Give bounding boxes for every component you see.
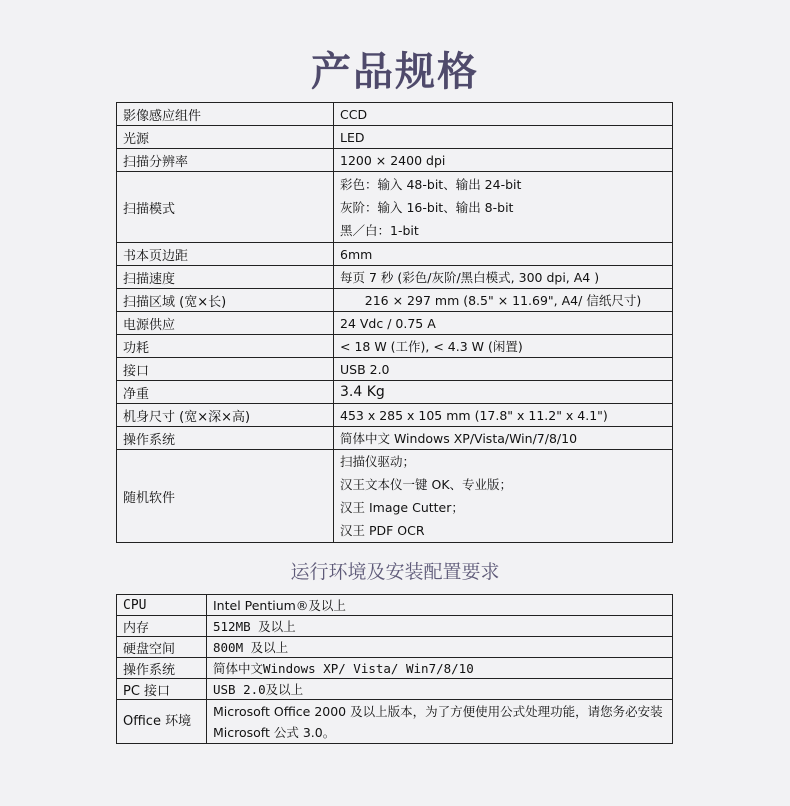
spec-key: 书本页边距 bbox=[117, 243, 334, 266]
spec-value: USB 2.0 bbox=[334, 358, 673, 381]
table-row bbox=[117, 427, 673, 450]
requirements-table bbox=[116, 594, 673, 744]
table-row bbox=[117, 312, 673, 335]
spec-table bbox=[116, 102, 673, 543]
spec-line: 彩色：输入 48-bit、输出 24-bit bbox=[340, 176, 522, 192]
spec-value bbox=[334, 172, 673, 243]
req-key: 硬盘空间 bbox=[117, 637, 207, 658]
req-value: 512MB 及以上 bbox=[207, 616, 673, 637]
req-value: USB 2.0及以上 bbox=[207, 679, 673, 700]
spec-key: 扫描区域 (宽×长) bbox=[117, 289, 334, 312]
spec-line: 扫描仪驱动； bbox=[340, 454, 416, 469]
spec-value bbox=[334, 450, 673, 543]
spec-value: LED bbox=[334, 126, 673, 149]
spec-key: 扫描模式 bbox=[117, 172, 334, 243]
spec-line: 汉王 PDF OCR bbox=[340, 523, 425, 538]
table-row bbox=[117, 289, 673, 312]
table-row bbox=[117, 381, 673, 404]
table-row bbox=[117, 103, 673, 126]
table-row bbox=[117, 450, 673, 543]
req-key: CPU bbox=[117, 595, 207, 616]
spec-value: 24 Vdc / 0.75 A bbox=[334, 312, 673, 335]
req-key: 内存 bbox=[117, 616, 207, 637]
spec-line: 汉王文本仪一键 OK、专业版； bbox=[340, 477, 513, 492]
spec-key: 随机软件 bbox=[117, 450, 334, 543]
page-title: 产品规格 bbox=[311, 49, 479, 95]
table-row bbox=[117, 335, 673, 358]
table-row bbox=[117, 149, 673, 172]
spec-key: 机身尺寸 (宽×深×高) bbox=[117, 404, 334, 427]
spec-key: 净重 bbox=[117, 381, 334, 404]
table-row bbox=[117, 404, 673, 427]
spec-value: 453 x 285 x 105 mm (17.8" x 11.2" x 4.1") bbox=[334, 404, 673, 427]
spec-line: 汉王 Image Cutter； bbox=[340, 500, 464, 515]
spec-key: 接口 bbox=[117, 358, 334, 381]
spec-key: 影像感应组件 bbox=[117, 103, 334, 126]
spec-key: 光源 bbox=[117, 126, 334, 149]
spec-line: 黑／白：1-bit bbox=[340, 222, 419, 238]
req-value: Intel Pentium®及以上 bbox=[207, 595, 673, 616]
table-row bbox=[117, 595, 673, 616]
spec-key: 扫描分辨率 bbox=[117, 149, 334, 172]
spec-value: 简体中文 Windows XP/Vista/Win/7/8/10 bbox=[334, 427, 673, 450]
spec-key: 操作系统 bbox=[117, 427, 334, 450]
table-row bbox=[117, 637, 673, 658]
table-row bbox=[117, 616, 673, 637]
spec-key: 扫描速度 bbox=[117, 266, 334, 289]
spec-value: 每页 7 秒 (彩色/灰阶/黑白模式, 300 dpi, A4 ) bbox=[334, 266, 673, 289]
req-value: Microsoft Office 2000 及以上版本，为了方便使用公式处理功能，请您务必安装 Microsoft 公式 3.0。 bbox=[207, 700, 673, 744]
table-row bbox=[117, 358, 673, 381]
table-row bbox=[117, 172, 673, 243]
spec-value: 3.4 Kg bbox=[334, 381, 673, 404]
req-key: Office 环境 bbox=[117, 700, 207, 744]
table-row bbox=[117, 679, 673, 700]
spec-value: 1200 × 2400 dpi bbox=[334, 149, 673, 172]
table-row bbox=[117, 243, 673, 266]
requirements-title: 运行环境及安装配置要求 bbox=[290, 561, 500, 583]
spec-key: 功耗 bbox=[117, 335, 334, 358]
table-row bbox=[117, 266, 673, 289]
spec-line: 灰阶：输入 16-bit、输出 8-bit bbox=[340, 199, 514, 215]
req-value: 800M 及以上 bbox=[207, 637, 673, 658]
req-key: PC 接口 bbox=[117, 679, 207, 700]
req-value: 简体中文Windows XP/ Vista/ Win7/8/10 bbox=[207, 658, 673, 679]
table-row bbox=[117, 126, 673, 149]
spec-value: 216 × 297 mm (8.5" × 11.69", A4/ 信纸尺寸) bbox=[334, 289, 673, 312]
table-row bbox=[117, 658, 673, 679]
spec-value: CCD bbox=[334, 103, 673, 126]
req-key: 操作系统 bbox=[117, 658, 207, 679]
spec-key: 电源供应 bbox=[117, 312, 334, 335]
spec-value: < 18 W (工作), < 4.3 W (闲置) bbox=[334, 335, 673, 358]
spec-value: 6mm bbox=[334, 243, 673, 266]
table-row bbox=[117, 700, 673, 744]
